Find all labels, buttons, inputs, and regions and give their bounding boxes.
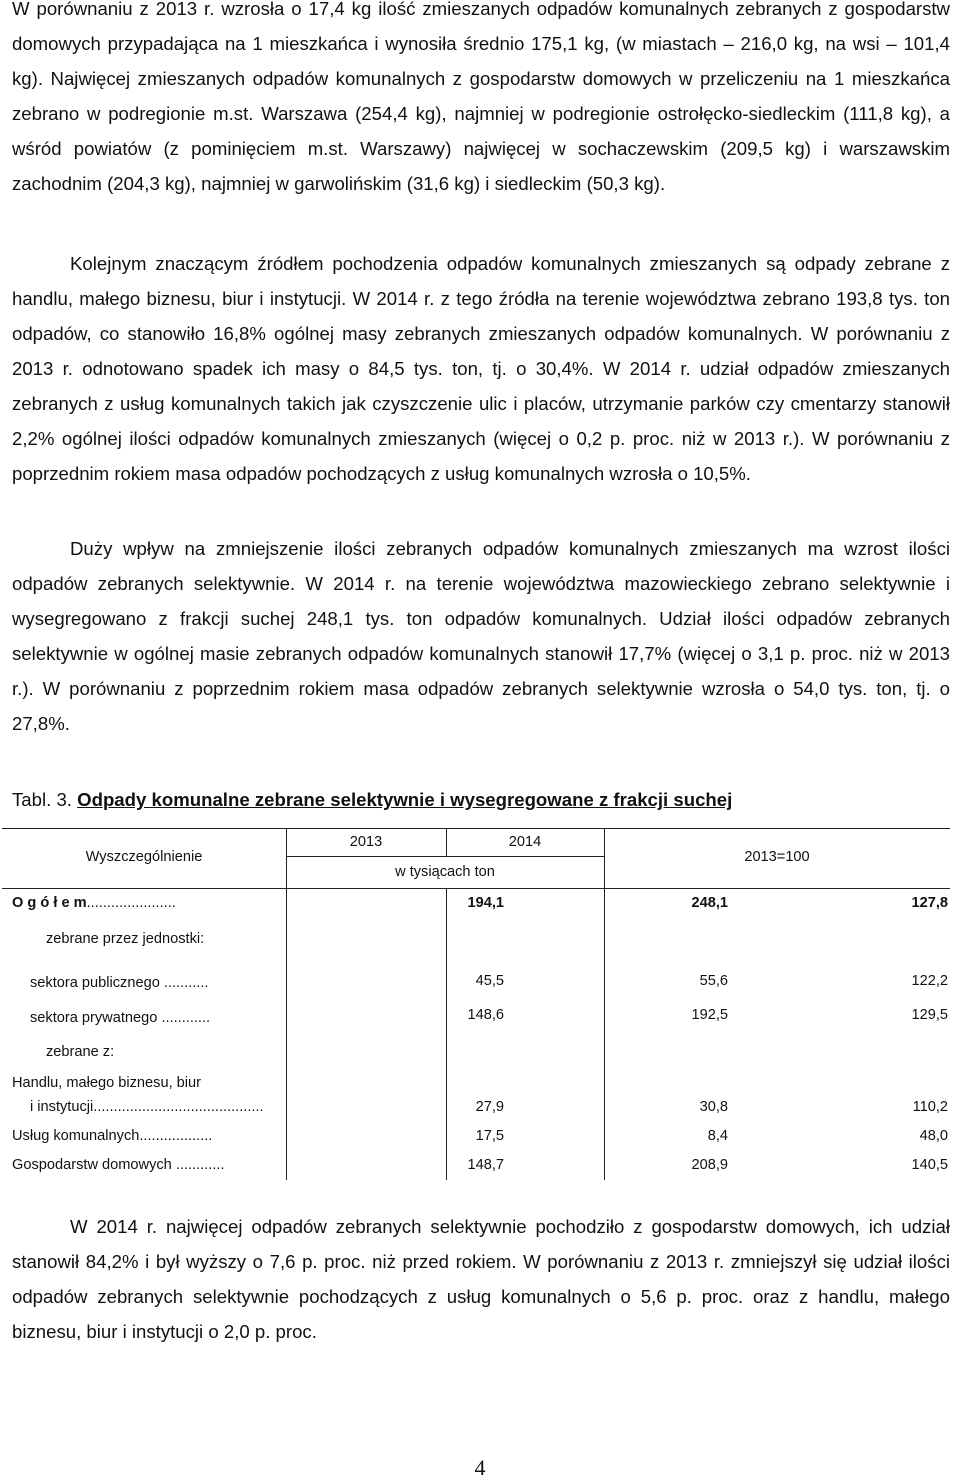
- table-caption: [12, 787, 732, 813]
- table-row-trade-label-2: i instytucji..........................................: [30, 1099, 264, 1115]
- section-by-units: zebrane przez jednostki:: [46, 931, 205, 947]
- cell-public-index: 122,2: [911, 973, 948, 989]
- table-title: Odpady komunalne zebrane selektywnie i wysegregowane z frakcji suchej: [77, 789, 733, 810]
- header-description: Wyszczególnienie: [85, 849, 203, 865]
- table-row-trade-label-1: Handlu, małego biznesu, biur: [12, 1075, 202, 1091]
- cell-total-index: 127,8: [911, 895, 948, 911]
- paragraph-selective-collection: Duży wpływ na zmniejszenie ilości zebranych odpadów komunalnych zmieszanych ma wzrost ilości odpadów zebranych selektywnie. W 2014 r. na terenie województwa mazowieckiego zebrano selektywnie i wysegregowano z frakcji suchej 248,1 tys. ton odpadów komunalnych. Udział ilości odpadów zebranych selektywnie w ogólnej masie zebranych odpadów komunalnych stanowił 17,7% (więcej o 3,1 p. proc. niż w 2013 r.). W porównaniu z poprzednim rokiem masa odpadów zebranych selektywnie wzrosła o 54,0 tys. ton, tj. o 27,8%.: [12, 538, 950, 734]
- cell-trade-2013: 27,9: [475, 1099, 504, 1115]
- cell-public-2013: 45,5: [475, 973, 504, 989]
- table-year-underline: [286, 856, 604, 857]
- cell-private-2013: 148,6: [467, 1007, 504, 1023]
- table-row-private-label: sektora prywatnego ............: [30, 1010, 211, 1026]
- paragraph-mixed-waste-households: W porównaniu z 2013 r. wzrosła o 17,4 kg ilość zmieszanych odpadów komunalnych zebranych z gospodarstw domowych przypadająca na 1 mieszkańca i wynosiła średnio 175,1 kg, (w miastach – 216,0 kg, na wsi – 101,4 kg). Najwięcej zmieszanych odpadów komunalnych z gospodarstw domowych w przeliczeniu na 1 mieszkańca zebrano w podregionie m.st. Warszawa (254,4 kg), najmniej w podregionie ostrołęcko-siedleckim (111,8 kg), a wśród powiatów (z pominięciem m.st. Warszawy) najwięcej w sochaczewskim (209,5 kg) i warszawskim zachodnim (204,3 kg), najmniej w garwolińskim (31,6 kg) i siedleckim (50,3 kg).: [12, 0, 950, 194]
- cell-private-index: 129,5: [911, 1007, 948, 1023]
- table-row-total-label: O g ó ł e m......................: [12, 895, 176, 911]
- table-label: Tabl. 3.: [12, 789, 72, 810]
- table-row-services-label: Usług komunalnych..................: [12, 1128, 213, 1144]
- cell-households-2014: 208,9: [691, 1157, 728, 1173]
- cell-total-2014: 248,1: [691, 895, 728, 911]
- table-top-rule: [2, 828, 950, 829]
- cell-households-2013: 148,7: [467, 1157, 504, 1173]
- cell-services-2013: 17,5: [475, 1128, 504, 1144]
- paragraph-selective-sources: W 2014 r. najwięcej odpadów zebranych selektywnie pochodziło z gospodarstw domowych, ich udział stanowił 84,2% i był wyższy o 7,6 p. proc. niż przed rokiem. W porównaniu z 2013 r. zmniejszył się udział ilości odpadów zebranych selektywnie pochodzących z usług komunalnych o 5,6 p. proc. oraz z handlu, małego biznesu, biur i instytucji o 2,0 p. proc.: [12, 1216, 950, 1342]
- cell-trade-2014: 30,8: [699, 1099, 728, 1115]
- table-row-households-label: Gospodarstw domowych ............: [12, 1157, 225, 1173]
- section-by-source: zebrane z:: [46, 1044, 115, 1060]
- table-header-rule: [2, 888, 950, 889]
- waste-table: [0, 828, 960, 1180]
- header-index: 2013=100: [744, 849, 810, 865]
- header-year-2013: 2013: [349, 834, 383, 850]
- table-col-divider-5: [604, 888, 605, 1180]
- cell-services-index: 48,0: [919, 1128, 948, 1144]
- cell-trade-index: 110,2: [912, 1099, 948, 1115]
- cell-services-2014: 8,4: [707, 1128, 728, 1144]
- header-unit: w tysiącach ton: [395, 864, 495, 880]
- paragraph-trade-business-waste: Kolejnym znaczącym źródłem pochodzenia odpadów komunalnych zmieszanych są odpady zebrane z handlu, małego biznesu, biur i instytucji. W 2014 r. z tego źródła na terenie województwa zebrano 193,8 tys. ton odpadów, co stanowiło 16,8% ogólnej masy zebranych zmieszanych odpadów komunalnych. W porównaniu z 2013 r. odnotowano spadek ich masy o 84,5 tys. ton, tj. o 30,4%. W 2014 r. udział odpadów zmieszanych zebranych z usług komunalnych takich jak czyszczenie ulic i placów, utrzymanie parków czy cmentarzy stanowił 2,2% ogólnej ilości odpadów komunalnych zmieszanych (więcej o 0,2 p. proc. niż w 2013 r.). W porównaniu z poprzednim rokiem masa odpadów pochodzących z usług komunalnych wzrosła o 10,5%.: [12, 253, 950, 484]
- cell-total-2013: 194,1: [467, 895, 504, 911]
- page-number: 4: [474, 1455, 486, 1480]
- header-year-2014: 2014: [508, 834, 542, 850]
- cell-households-index: 140,5: [911, 1157, 948, 1173]
- cell-private-2014: 192,5: [691, 1007, 728, 1023]
- cell-public-2014: 55,6: [699, 973, 728, 989]
- table-row-public-label: sektora publicznego ...........: [30, 975, 209, 991]
